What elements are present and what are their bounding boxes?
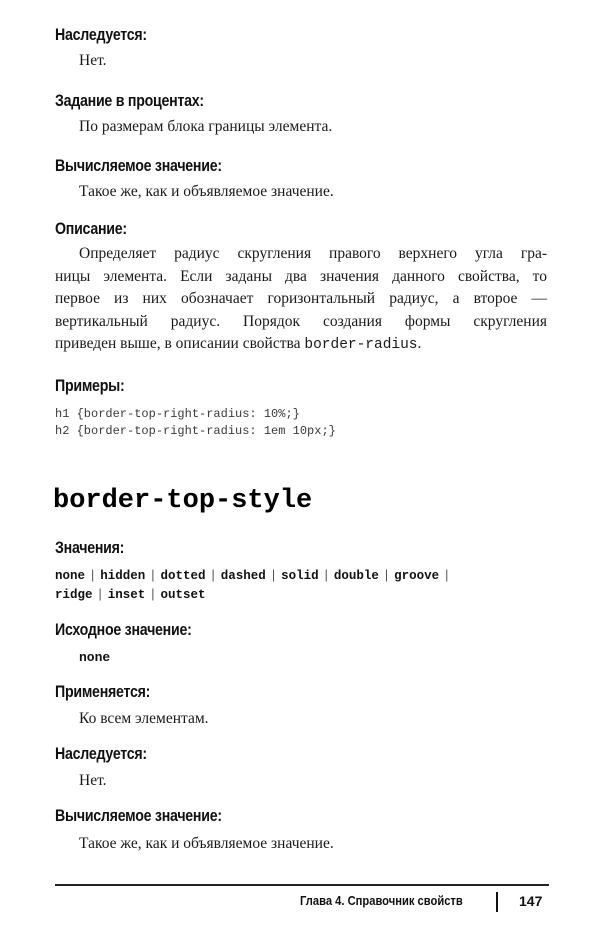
computed-heading: Вычисляемое значение: (55, 157, 222, 175)
value-separator: | (151, 568, 155, 582)
footer-chapter-title: Глава 4. Справочник свойств (300, 893, 463, 908)
description-line: Определяет радиус скругления правого верхнего угла гра- (79, 245, 547, 262)
value-keyword: ridge (55, 588, 93, 602)
description-last-text: приведен выше, в описании свойства (55, 335, 305, 352)
applies-value: Ко всем элементам. (79, 710, 209, 727)
value-keyword: dashed (220, 569, 266, 583)
property-computed-value: Такое же, как и объявляемое значение. (79, 835, 334, 852)
applies-heading: Применяется: (55, 683, 151, 701)
percent-heading: Задание в процентах: (55, 92, 204, 110)
value-separator: | (151, 587, 155, 601)
description-line: первое из них обозначает горизонтальный радиус, а второе — (55, 290, 547, 307)
value-keyword: double (333, 569, 379, 583)
value-separator: | (445, 568, 449, 582)
value-separator: | (384, 568, 389, 582)
value-keyword: inset (107, 588, 146, 602)
example-code-2: h2 {border-top-right-radius: 1em 10px;} (55, 424, 336, 438)
description-paragraph (55, 243, 547, 356)
page-number: 147 (519, 893, 543, 909)
value-separator: | (91, 568, 95, 582)
value-separator: | (98, 587, 102, 601)
value-keyword: outset (160, 588, 206, 602)
percent-value: По размерам блока границы элемента. (79, 118, 333, 135)
value-separator: | (211, 568, 215, 582)
computed-value: Такое же, как и объявляемое значение. (79, 183, 334, 200)
values-heading: Значения: (55, 539, 125, 557)
values-line-1 (55, 568, 454, 583)
description-line-last (55, 333, 547, 356)
value-keyword: hidden (100, 569, 146, 583)
examples-heading: Примеры: (55, 377, 125, 395)
description-line: вертикальный радиус. Порядок создания формы скругления (55, 312, 547, 330)
description-line: ницы элемента. Если заданы два значения данного свойства, то (55, 267, 547, 285)
property-computed-heading: Вычисляемое значение: (55, 807, 222, 825)
property-inherited-heading: Наследуется: (55, 745, 147, 763)
example-code-1: h1 {border-top-right-radius: 10%;} (55, 407, 300, 421)
description-last-end: . (417, 335, 422, 352)
value-keyword: dotted (160, 569, 206, 583)
description-inline-code: border-radius (304, 337, 418, 353)
value-separator: | (324, 568, 328, 582)
property-inherited-value: Нет. (79, 772, 107, 789)
value-keyword: none (55, 569, 86, 583)
value-keyword: solid (281, 569, 319, 583)
initial-value: none (79, 650, 111, 665)
value-separator: | (271, 568, 276, 582)
footer-divider (496, 892, 498, 912)
value-keyword: groove (394, 569, 440, 583)
initial-heading: Исходное значение: (55, 621, 192, 639)
inherited-heading: Наследуется: (55, 26, 147, 44)
inherited-value: Нет. (79, 52, 107, 69)
property-title: border-top-style (53, 486, 313, 516)
description-heading: Описание: (55, 220, 127, 238)
values-line-2 (55, 587, 206, 602)
footer-rule (55, 884, 549, 886)
